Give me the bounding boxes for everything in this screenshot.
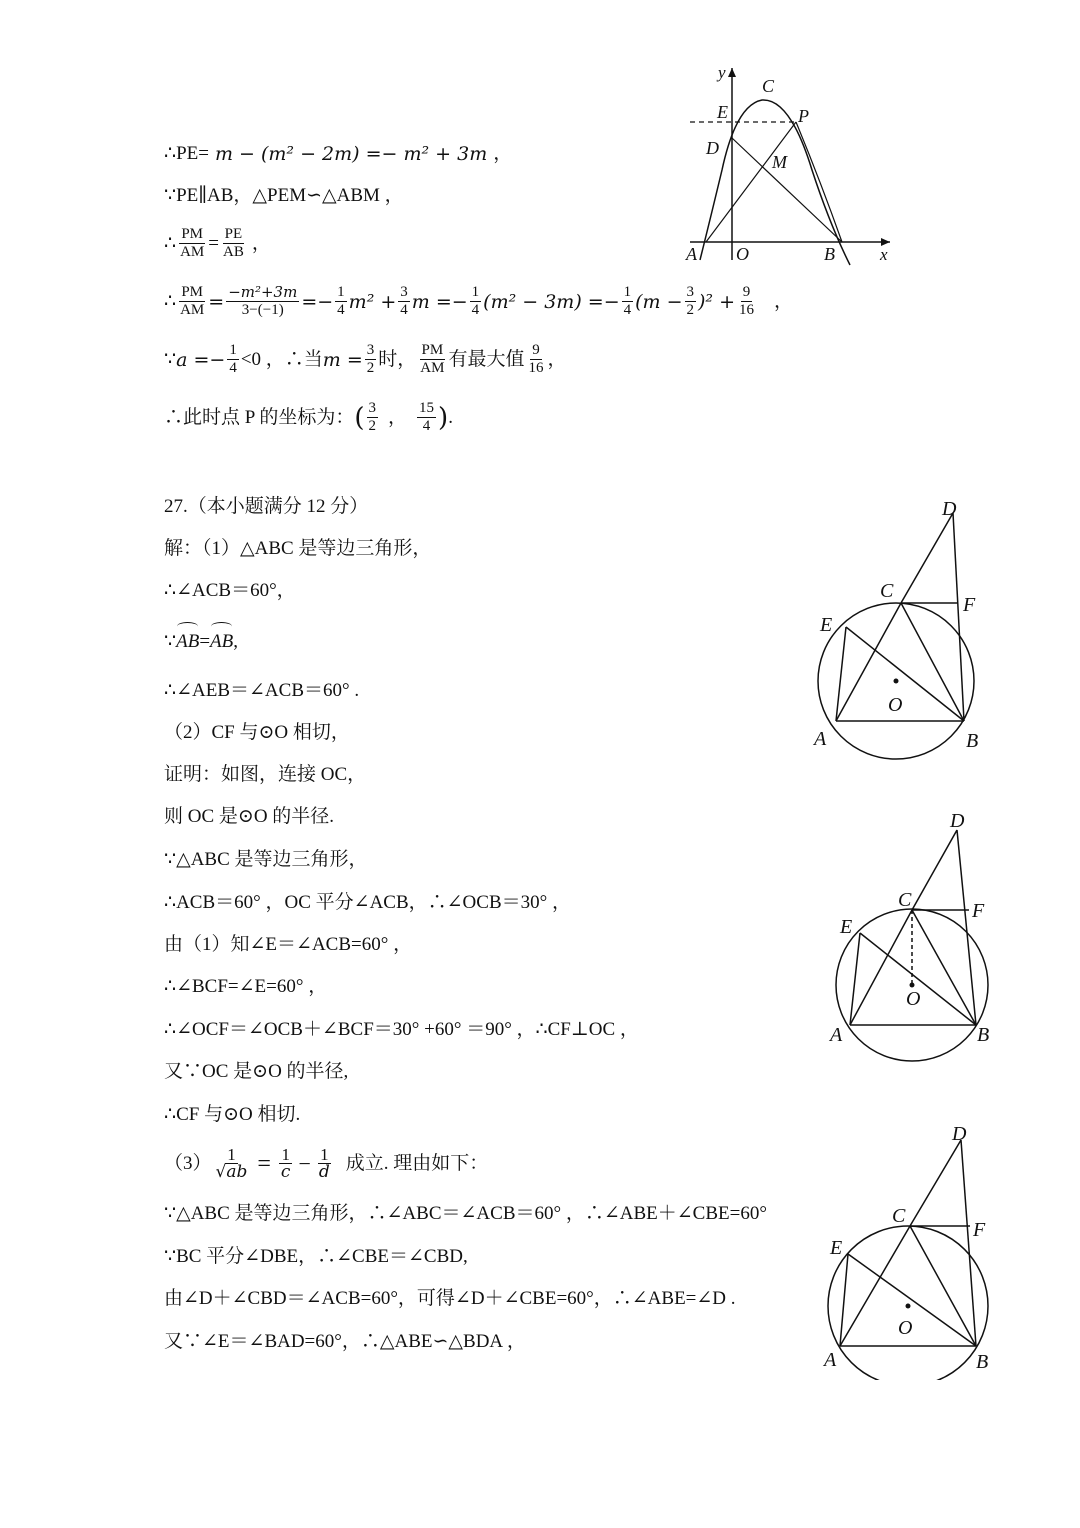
- text: ∴: [164, 232, 177, 254]
- y-axis-arrow: [728, 68, 736, 77]
- label-b: B: [824, 244, 835, 264]
- label-c: C: [898, 889, 912, 911]
- text: ∴PE=: [164, 143, 209, 164]
- problem-27-title: 27.（本小题满分 12 分）: [164, 496, 369, 517]
- solution-line-9: 由（1）知∠E＝∠ACB=60° ，: [164, 934, 413, 955]
- segment-db: [953, 513, 964, 721]
- segment-cd: [901, 513, 953, 603]
- fraction: $\frac{PM}{AM}$: [180, 226, 205, 260]
- text: ，: [493, 143, 513, 164]
- segment-bc: [901, 603, 964, 721]
- label-a: A: [830, 1024, 843, 1046]
- segment-cd: [912, 830, 957, 910]
- line-db: [732, 138, 842, 242]
- ratio-line: ∴ $\frac{PM}{AM}$ = $\frac{PE}{AB}$ ，: [164, 226, 271, 260]
- fraction: $\frac{3}{2}$: [368, 400, 377, 434]
- fraction: $\frac{1}{4}$: [471, 284, 480, 318]
- label-c: C: [880, 580, 894, 602]
- solution-line-12: 又∵OC 是⊙O 的半径,: [164, 1061, 349, 1082]
- fraction: $\frac{1}{4}$: [337, 284, 345, 318]
- label-d: D: [942, 498, 957, 520]
- center-dot: [910, 983, 915, 988]
- text: ∵PE∥AB，△PEM∽△ABM ，: [164, 185, 404, 206]
- fraction: $\frac{3}{4}$: [400, 284, 408, 318]
- solution-line-5: 证明：如图，连接 OC，: [164, 764, 367, 785]
- segment-eb: [846, 627, 964, 721]
- label-f: F: [972, 900, 985, 922]
- fraction: $\frac{1}{c}$: [280, 1145, 291, 1182]
- center-dot: [894, 679, 899, 684]
- solution-line-10: ∴∠BCF=∠E=60° ，: [164, 976, 328, 997]
- solution-line-4: （2）CF 与⊙O 相切，: [164, 722, 350, 743]
- parabola-figure: [680, 60, 900, 270]
- solution-line-1: 解：（1）△ABC 是等边三角形，: [164, 538, 432, 559]
- circle-figure-3: [818, 1118, 1008, 1380]
- label-a: A: [686, 244, 697, 264]
- arc-equality-line: ∵ AB = AB ,: [164, 627, 238, 657]
- label-m: M: [772, 152, 787, 172]
- point-p-coordinate-line: ∴此时点 P 的坐标为： ( $\frac{3}{2}$ ， $\frac{15}{4}$ ) .: [164, 400, 453, 434]
- arc-ab: AB: [210, 627, 233, 657]
- label-p: P: [798, 106, 809, 126]
- circle-o: [828, 1226, 988, 1380]
- fraction: $\frac{15}{4}$: [419, 400, 435, 434]
- solution-line-17: 又∵∠E＝∠BAD=60°，∴△ABE∽△BDA ，: [164, 1331, 526, 1352]
- solution-line-11: ∴∠OCF＝∠OCB＋∠BCF＝30° +60° ＝90° ，∴CF⊥OC ，: [164, 1019, 639, 1040]
- solution-line-13: ∴CF 与⊙O 相切.: [164, 1104, 301, 1125]
- label-e: E: [830, 1237, 843, 1259]
- label-b: B: [966, 730, 979, 752]
- fraction: $\frac{9}{16}$: [739, 284, 755, 318]
- label-d: D: [950, 810, 965, 832]
- label-e: E: [820, 614, 833, 636]
- segment-db: [961, 1140, 976, 1346]
- arc-ab: AB: [176, 627, 199, 657]
- label-a: A: [814, 728, 827, 750]
- label-e: E: [840, 916, 853, 938]
- circle-figure-2: [822, 805, 1012, 1067]
- segment-ae: [840, 1254, 848, 1346]
- center-dot: [906, 1304, 911, 1309]
- segment-ae: [850, 933, 860, 1025]
- fraction: $\frac{PE}{AB}$: [222, 226, 244, 260]
- circle-figure-1: [808, 495, 998, 760]
- secant-curve: [796, 122, 842, 242]
- fraction: $\frac{1}{4}$: [229, 342, 237, 376]
- fraction: $\frac{\text{−m²+3m}}{3-(-1)}$: [228, 283, 298, 318]
- label-d: D: [952, 1123, 967, 1145]
- solution-line-3: ∴∠AEB＝∠ACB＝60° .: [164, 680, 360, 701]
- label-f: F: [973, 1219, 986, 1241]
- label-b: B: [977, 1024, 990, 1046]
- fraction: $\frac{3}{2}$: [686, 284, 695, 318]
- solution-line-6: 则 OC 是⊙O 的半径.: [164, 806, 335, 827]
- label-d: D: [706, 138, 719, 158]
- label-y: y: [718, 63, 726, 82]
- pe-expression-line: [164, 139, 512, 169]
- label-b: B: [976, 1351, 989, 1373]
- fraction: $\frac{1}{√ab}$: [215, 1145, 248, 1182]
- solution-line-16: 由∠D＋∠CBD＝∠ACB=60°，可得∠D＋∠CBE=60°，∴∠ABE=∠D .: [164, 1288, 736, 1309]
- quadratic-line: ∴ $\frac{PM}{AM}$ = $\frac{\text{−m²+3m}}{3-(-1)}$ =− $\frac{1}{4}$ m² + $\frac{3}{4}$ m =− $\frac{1}{4}$ (m² − 3m) =− $\frac{1}{4}$ (m − $\frac{3}{2}$ )² + $\frac{9}{16}$ ，: [164, 283, 794, 318]
- fraction: $\frac{9}{16}$: [528, 342, 544, 376]
- label-o: O: [736, 244, 749, 264]
- solution-line-14: ∵△ABC 是等边三角形，∴∠ABC＝∠ACB＝60° ，∴∠ABE＋∠CBE=60°: [164, 1203, 767, 1224]
- label-c: C: [892, 1205, 906, 1227]
- solution-line-15: ∵BC 平分∠DBE，∴∠CBE＝∠CBD,: [164, 1246, 468, 1267]
- segment-eb: [860, 933, 976, 1025]
- label-o: O: [906, 988, 921, 1010]
- fraction: $\frac{3}{2}$: [366, 342, 375, 376]
- solution-line-2: ∴∠ACB＝60°，: [164, 580, 296, 601]
- part-3-formula-line: （3） $\frac{1}{√ab}$ = $\frac{1}{c}$ − $\frac{1}{d}$ 成立. 理由如下：: [164, 1145, 489, 1182]
- solution-line-8: ∴ACB＝60° ，OC 平分∠ACB，∴∠OCB＝30° ，: [164, 892, 571, 913]
- label-x: x: [880, 245, 888, 264]
- label-c: C: [762, 76, 775, 96]
- label-e: E: [717, 102, 728, 122]
- fraction: $\frac{PM}{AM}$: [420, 342, 445, 376]
- fraction: $\frac{1}{4}$: [623, 284, 632, 318]
- segment-bc: [910, 1226, 976, 1346]
- fraction: $\frac{PM}{AM}$: [180, 284, 205, 318]
- label-f: F: [963, 594, 976, 616]
- solution-line-7: ∵△ABC 是等边三角形，: [164, 849, 368, 870]
- segment-cd: [910, 1140, 961, 1226]
- label-o: O: [898, 1317, 913, 1339]
- maximum-value-line: ∵ a =− $\frac{1}{4}$ <0 ，∴当 m = $\frac{3}{2}$ 时， $\frac{PM}{AM}$ 有最大值 $\frac{9}{16}$ ，: [164, 342, 567, 376]
- fraction: $\frac{1}{d}$: [318, 1145, 330, 1182]
- parabola-curve: [700, 100, 850, 265]
- label-a: A: [824, 1349, 837, 1371]
- parallel-similar-line: [164, 181, 404, 211]
- label-o: O: [888, 694, 903, 716]
- math-expr: m − (m² − 2m) =− m² + 3m: [214, 143, 488, 165]
